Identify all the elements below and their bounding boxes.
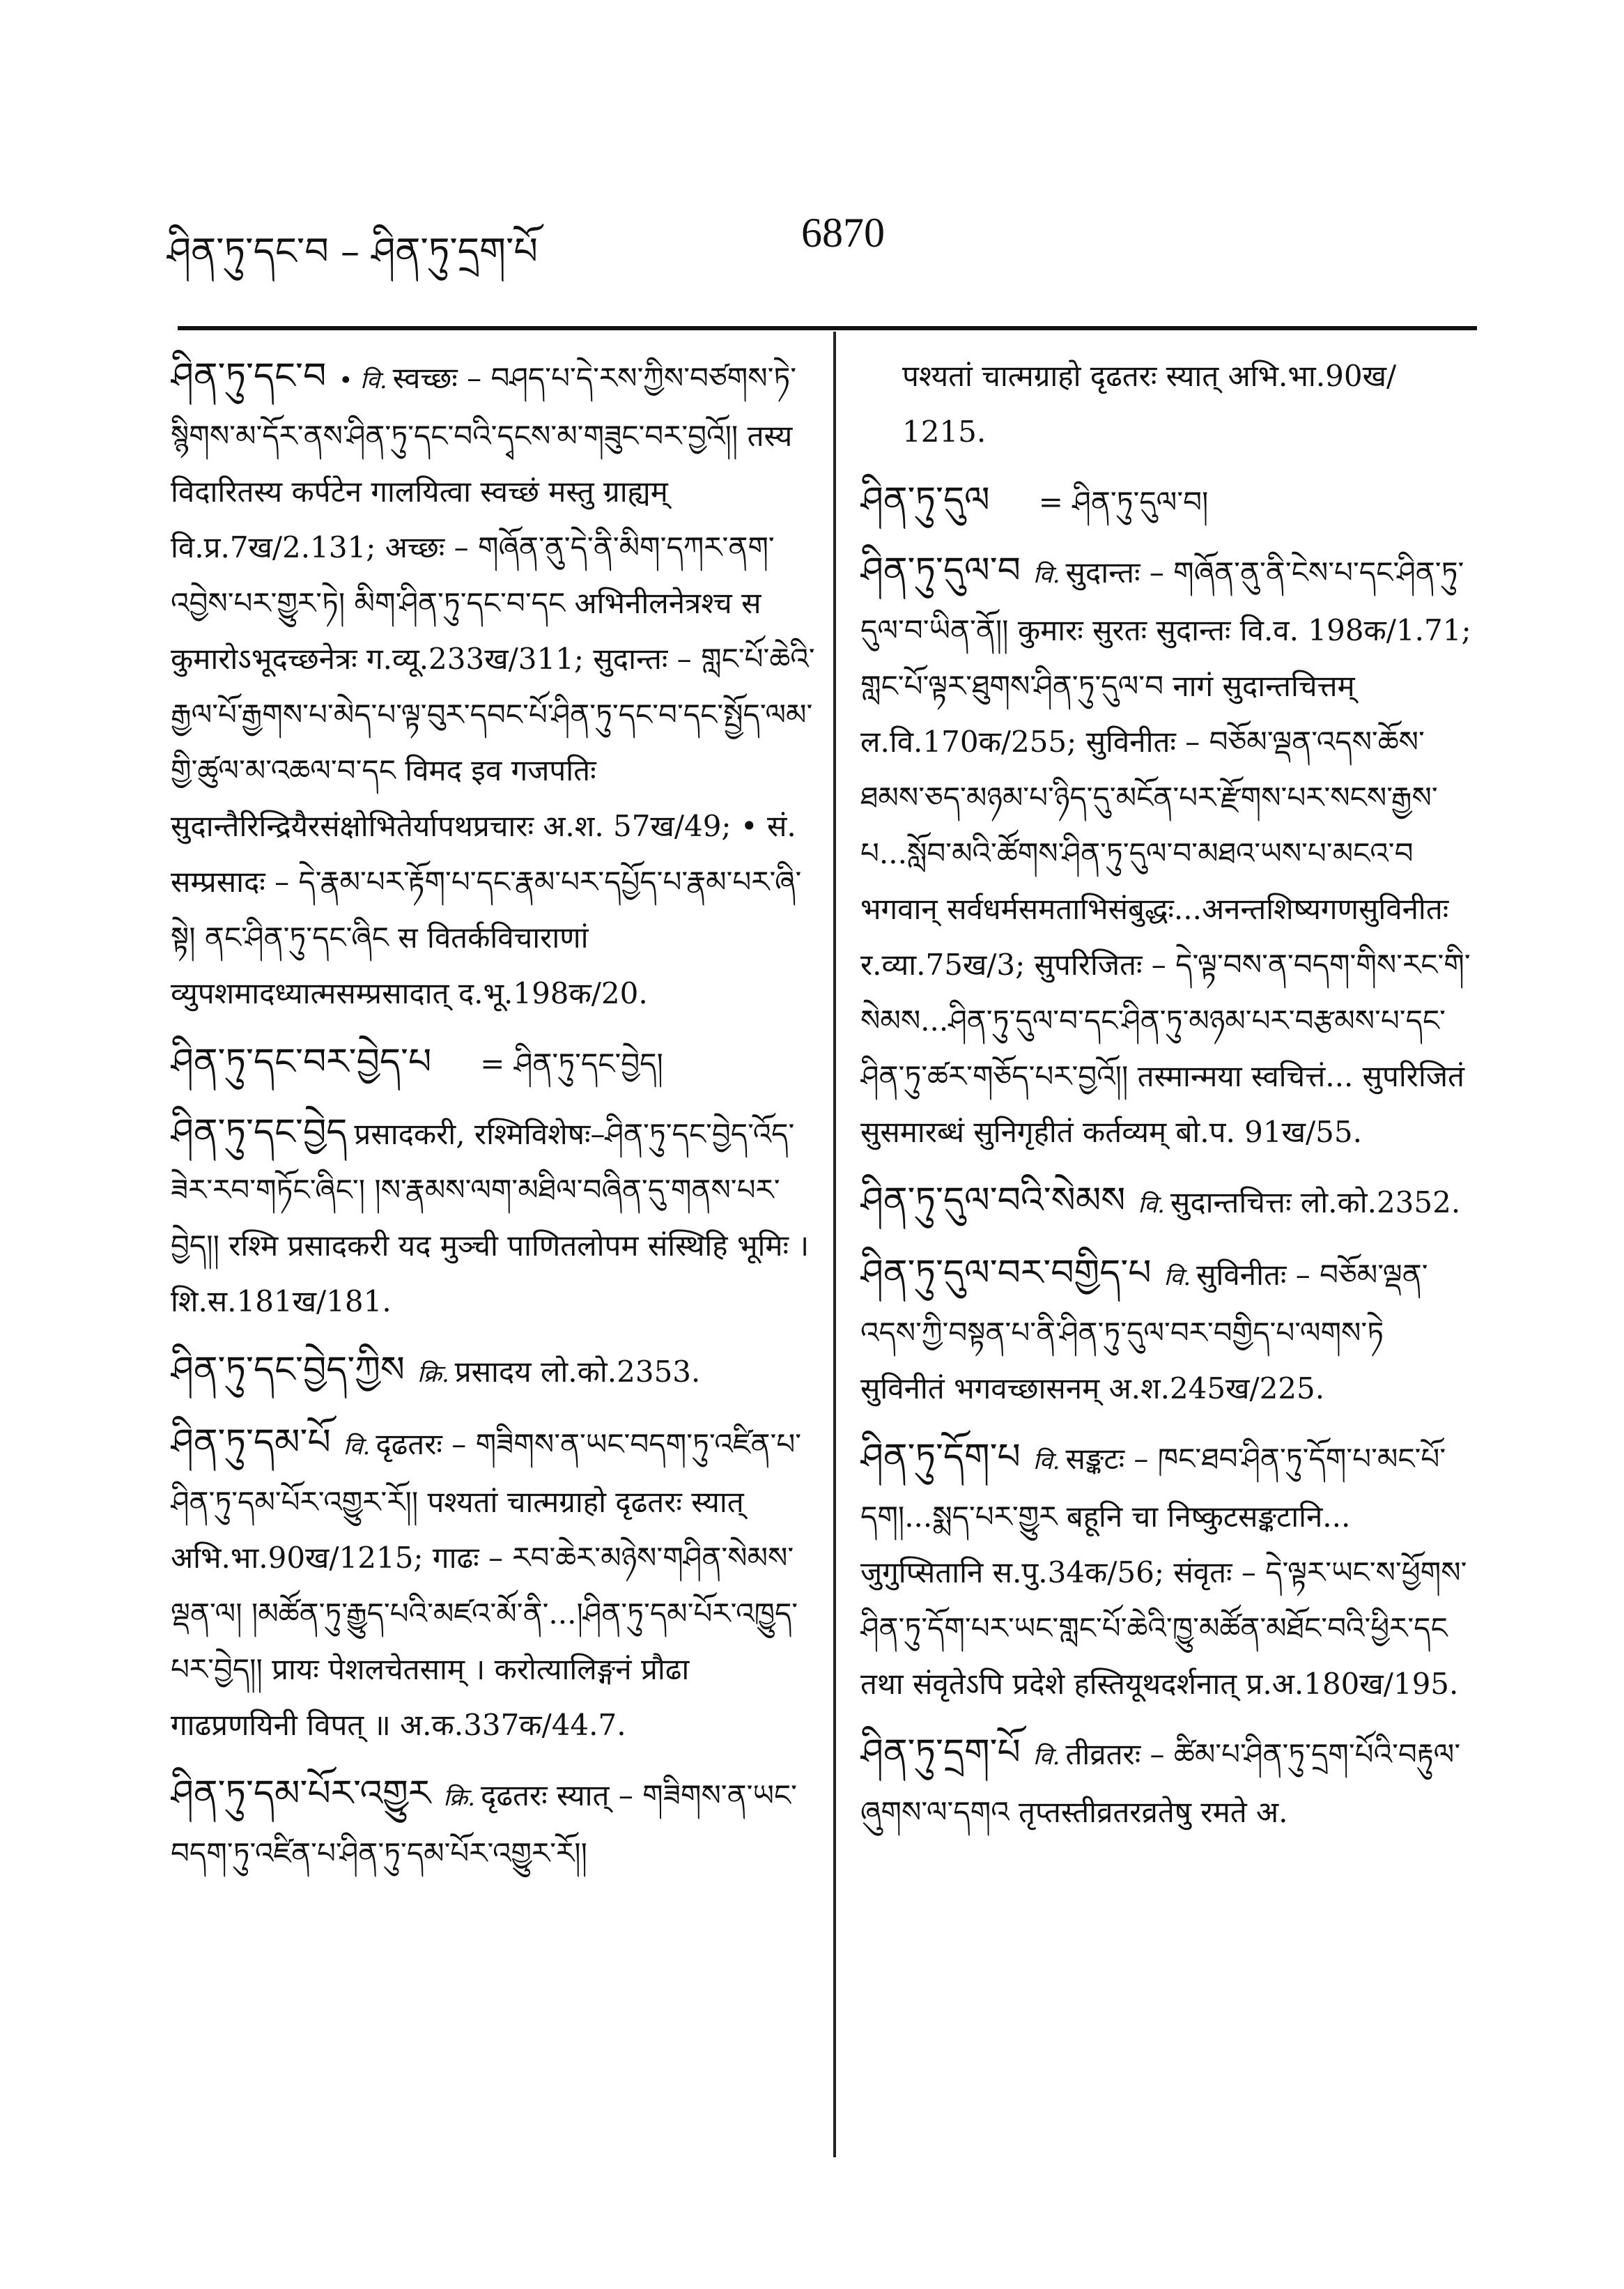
entry-body: सुदान्तचित्तः लो.को.2352. (1170, 1185, 1461, 1219)
dictionary-entry (860, 1245, 1477, 1417)
entry-headword: ཤིན་ཏུ་དོག་པ (860, 1436, 1021, 1478)
running-head: ཤིན་ཏུ་དང་བ – ཤིན་ཏུ་དྲག་པོ (167, 229, 538, 273)
dictionary-entry (860, 1725, 1477, 1840)
right-column (860, 348, 1477, 2171)
entry-headword: ཤིན་ཏུ་དུལ (860, 479, 990, 521)
grammar-tag: वि. (1138, 1191, 1165, 1219)
entry-headword: ཤིན་ཏུ་དང་བ (171, 355, 327, 397)
entry-body: तीव्रतरः – ཚིམ་པ་ཤིན་ཏུ་དྲག་པོའི་བརྟུལ་ཞུགས་ལ་དགའ तृप्तस्तीव्रतरव्रतेषु रमते अ. (860, 1737, 1461, 1829)
dictionary-entry (171, 1104, 815, 1330)
grammar-tag: वि. (1033, 1743, 1060, 1771)
dictionary-entry (171, 1766, 815, 1881)
cross-reference: = ཤིན་ཏུ་དང་བྱེད། (480, 1047, 663, 1081)
entry-body: प्रसादकरी, रश्मिविशेषः–ཤིན་ཏུ་དང་བྱེད་འོད་ཟེར་རབ་གཏོང་ཞིང་། །ས་རྣམས་ལག་མཐིལ་བཞིན་དུ་གནས་པར་བྱེད།། रश्मि प्रसादकरी यद मुञ्ची पाणितलोपम संस्थिहि भूमिः । शि.स.181ख/181. (171, 1117, 810, 1318)
page-number: 6870 (801, 210, 885, 256)
entry-body: सुविनीतः – བཅོམ་ལྡན་འདས་ཀྱི་བསྟན་པ་ནི་ཤིན་ཏུ་དུལ་བར་བགྱིད་པ་ལགས་ཏེ सुविनीतं भगवच्छासनम् अ.श.245ख/225. (860, 1258, 1428, 1405)
entry-headword: ཤིན་ཏུ་དང་བར་བྱེད་པ (171, 1041, 432, 1083)
dictionary-entry (860, 472, 1477, 530)
entry-body: दृढतरः स्यात् – གཟིགས་ན་ཡང་བདག་ཏུ་འཛིན་པ་ཤིན་ཏུ་དམ་པོར་འགྱུར་རོ།། (171, 1778, 797, 1870)
dictionary-entry (860, 543, 1477, 1160)
entry-body: प्रसादय लो.को.2353. (454, 1355, 701, 1389)
entry-body: दृढतरः – གཟིགས་ན་ཡང་བདག་ཏུ་འཛིན་པ་ཤིན་ཏུ་དམ་པོར་འགྱུར་རོ།། पश्यतां चात्मग्राहो दृढतरः स्यात् अभि.भा.90ख/1215; गाढः – རབ་ཆེར་མཉེས་གཤིན་སེམས་ལྡན་ལ། །མཚོན་ཏུ་རྒྱུད་པའི་མཛའ་མོ་ནི་...།ཤིན་ཏུ་དམ་པོར་འཁྱུད་པར་བྱེད།། प्रायः पेशलचेतसाम् । करोत्यालिङ्गनं प्रौढा गाढप्रणयिनी विपत् ॥ अ.क.337क/44.7. (171, 1427, 802, 1742)
entry-headword: ཤིན་ཏུ་དམ་པོར་འགྱུར (171, 1773, 431, 1814)
dictionary-entry (860, 1173, 1477, 1233)
dictionary-entry (171, 348, 815, 1022)
entry-body: सुदान्तः – གཞོན་ནུ་ནི་ངེས་པ་དང་ཤིན་ཏུ་དུལ་བ་ཡིན་ནོ།། कुमारः सुरतः सुदान्तः वि.व. 198क/1.71; གླང་པོ་ལྟར་ཐུགས་ཤིན་ཏུ་དུལ་བ नागं सुदान्तचित्तम् ल.वि.170क/255; सुविनीतः – བཅོམ་ལྡན་འདས་ཆོས་ཐམས་ཅད་མཉམ་པ་ཉིད་དུ་མངོན་པར་རྫོགས་པར་སངས་རྒྱས་པ...སློབ་མའི་ཚོགས་ཤིན་ཏུ་དུལ་བ་མཐའ་ཡས་པ་མངའ་བ भगवान् सर्वधर्मसमताभिसंबुद्धः...अनन्तशिष्यगणसुविनीतः र.व्या.75ख/3; सुपरिजितः – དེ་ལྟ་བས་ན་བདག་གིས་རང་གི་སེམས...ཤིན་ཏུ་དུལ་བ་དང་ཤིན་ཏུ་མཉམ་པར་བརྩམས་པ་དང་ཤིན་ཏུ་ཚར་གཅོད་པར་བྱའོ།། तस्मान्मया स्वचित्तं... सुपरिजितं सुसमारब्धं सुनिगृहीतं कर्तव्यम् बो.प. 91ख/55. (860, 555, 1471, 1149)
cross-reference: = ཤིན་ཏུ་དུལ་བ། (1038, 485, 1209, 519)
dictionary-entry (171, 1415, 815, 1753)
dictionary-entry (171, 1342, 815, 1402)
entry-headword: ཤིན་ཏུ་དྲག་པོ (860, 1732, 1021, 1773)
grammar-tag: वि. (1033, 1447, 1060, 1475)
grammar-tag: वि. (1033, 561, 1060, 589)
grammar-tag: क्रि. (443, 1784, 476, 1812)
entry-headword: ཤིན་ཏུ་དང་བྱེད (171, 1111, 348, 1153)
entry-body: सङ्कटः – ཁང་ཐབ་ཤིན་ཏུ་དོག་པ་མང་པོ་དག།...སྨད་པར་གྱུར बहूनि चा निष्कुटसङ्कटानि... जुगुप्सितानि स.पु.34क/56; संवृतः – དེ་ལྟར་ཡང་ས་ཕྱོགས་ཤིན་ཏུ་དོག་པར་ཡང་གླང་པོ་ཆེའི་ཁྱུ་མཚོན་མཐོང་བའི་ཕྱིར་དང तथा संवृतेऽपि प्रदेशे हस्तियूथदर्शनात् प्र.अ.180ख/195. (860, 1442, 1467, 1701)
grammar-tag: वि. (343, 1433, 371, 1461)
entry-continuation (860, 348, 1477, 460)
left-column (171, 348, 815, 2171)
entry-headword: ཤིན་ཏུ་དུལ་བ (860, 550, 1021, 592)
entry-body: पश्यतां चात्मग्राहो दृढतरः स्यात् अभि.भा.90ख/ 1215. (902, 359, 1397, 449)
column-divider (833, 332, 836, 2157)
entry-headword: ཤིན་ཏུ་དམ་པོ (171, 1421, 331, 1463)
entry-headword: ཤིན་ཏུ་དུལ་བའི་སེམས (860, 1180, 1126, 1221)
entry-headword: ཤིན་ཏུ་དང་བྱེད་ཀྱིས (171, 1349, 405, 1391)
header-rule (178, 326, 1477, 330)
grammar-tag: वि. (1163, 1263, 1191, 1291)
entry-headword: ཤིན་ཏུ་དུལ་བར་བགྱིད་པ (860, 1252, 1152, 1294)
grammar-tag: क्रि. (417, 1360, 449, 1388)
entry-body: स्वच्छः – བཤད་པ་དེ་རས་ཀྱིས་བཙགས་ཏེ་སྙིགས་མ་དོར་ནས་ཤིན་ཏུ་དང་བའི་དྭངས་མ་གཟུང་བར་བྱའོ།། तस्य विदारितस्य कर्पटेन गालयित्वा स्वच्छं मस्तु ग्राह्यम् वि.प्र.7ख/2.131; अच्छः – གཞོན་ནུ་དེ་ནི་མིག་དཀར་ནག་འབྱེས་པར་གྱུར་ཏེ། མིག་ཤིན་ཏུ་དང་བ་དང अभिनीलनेत्रश्च स कुमारोऽभूदच्छनेत्रः ग.व्यू.233ख/311; सुदान्तः – གླང་པོ་ཆེའི་རྒྱལ་པོ་རྒྱགས་པ་མེད་པ་ལྟ་བུར་དབང་པོ་ཤིན་ཏུ་དང་བ་དང་སྤྱོད་ལམ་གྱི་ཚུལ་མ་འཆལ་བ་དང विमद इव गजपतिः सुदान्तैरिन्द्रियैरसंक्षोभितेर्यापथप्रचारः अ.श. 57ख/49; • सं. सम्प्रसादः – དེ་རྣམ་པར་རྟོག་པ་དང་རྣམ་པར་དཔྱོད་པ་རྣམ་པར་ཞི་སྟེ། ནང་ཤིན་ཏུ་དང་ཞིང स वितर्कविचाराणां व्युपशमादध्यात्मसम्प्रसादात् द.भू.198क/20. (171, 361, 815, 1010)
dictionary-entry (860, 1429, 1477, 1712)
dictionary-entry (171, 1034, 815, 1092)
grammar-tag: • वि. (339, 367, 387, 394)
